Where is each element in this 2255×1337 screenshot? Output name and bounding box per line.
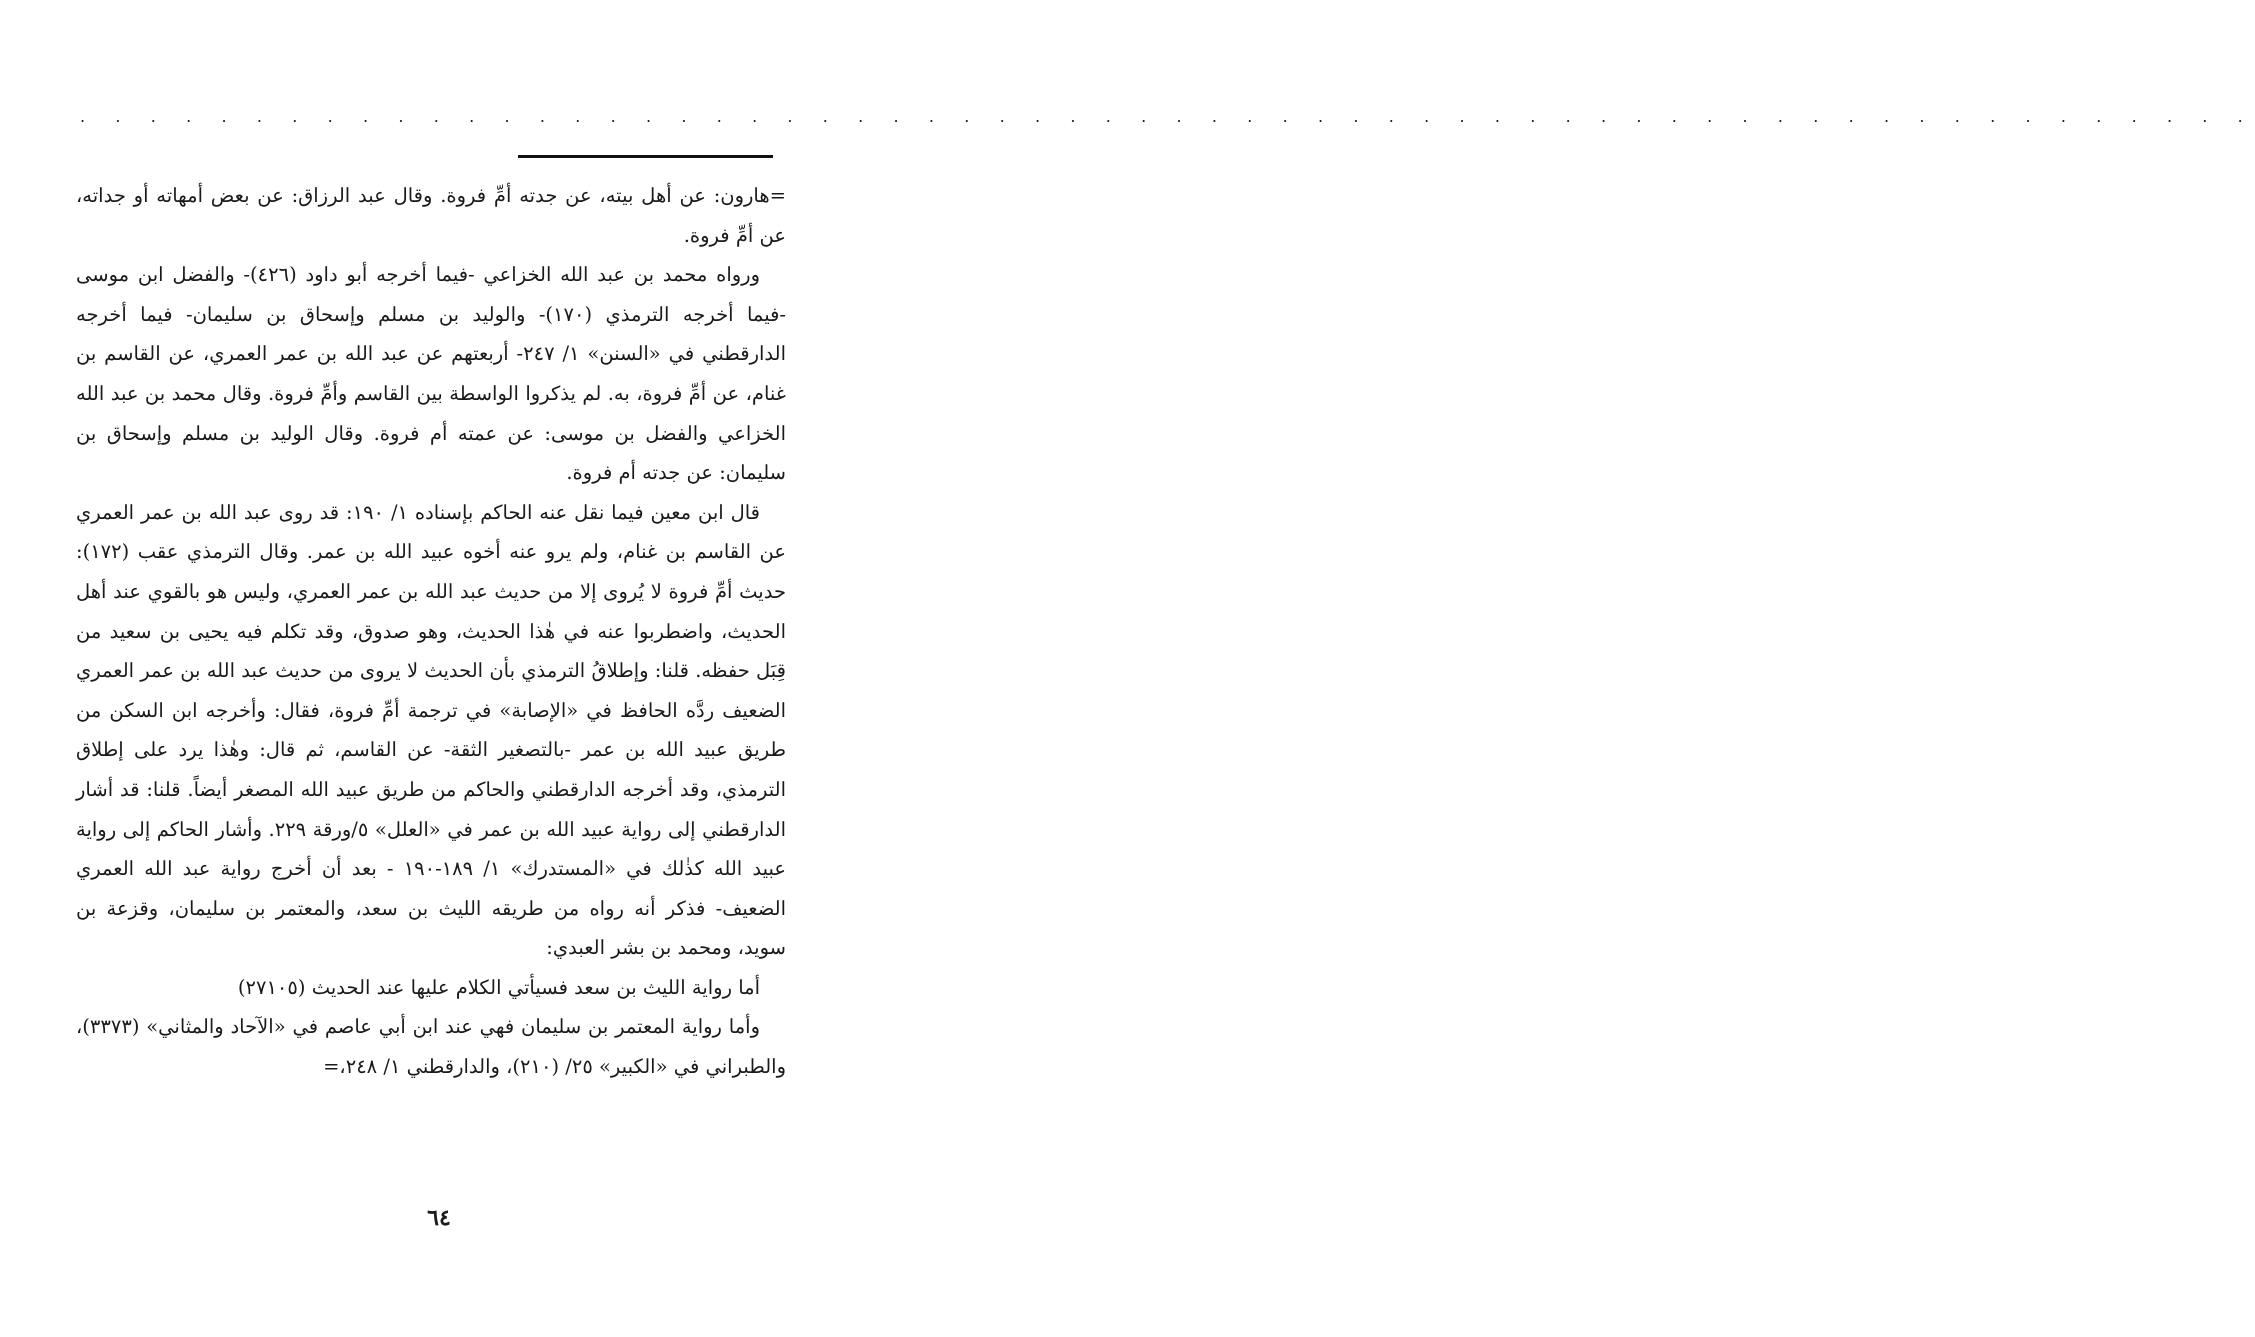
page-number: ٦٤ — [427, 1205, 451, 1231]
footnote-separator-dots: . . . . . . . . . . . . . . . . . . . . . . . . . . . . . . . . . . . . . . . . . . . . . . . . . . . . . . . . . . . . . . — [80, 107, 2255, 126]
paragraph: ورواه محمد بن عبد الله الخزاعي -فيما أخرجه أبو داود (٤٢٦)- والفضل ابن موسى -فيما أخرجه الترمذي (١٧٠)- والوليد بن مسلم وإسحاق بن سليمان- فيما أخرجه الدارقطني في «السنن» ١/ ٢٤٧- أربعتهم عن عبد الله بن عمر العمري، عن القاسم بن غنام، عن أمِّ فروة، به. لم يذكروا الواسطة بين القاسم وأمِّ فروة. وقال محمد بن عبد الله الخزاعي والفضل بن موسى: عن عمته أم فروة. وقال الوليد بن مسلم وإسحاق بن سليمان: عن جدته أم فروة. — [76, 263, 786, 485]
paragraph: أما رواية الليث بن سعد فسيأتي الكلام عليها عند الحديث (٢٧١٠٥) — [237, 975, 760, 999]
footnote-text — [76, 176, 786, 1087]
paragraph: =هارون: عن أهل بيته، عن جدته أمِّ فروة. وقال عبد الرزاق: عن بعض أمهاته أو جداته، عن أمِّ فروة. — [76, 184, 786, 247]
paragraph: قال ابن معين فيما نقل عنه الحاكم بإسناده ١/ ١٩٠: قد روى عبد الله بن عمر العمري عن القاسم بن غنام، ولم يرو عنه أخوه عبيد الله بن عمر. وقال الترمذي عقب (١٧٢): حديث أمِّ فروة لا يُروى إلا من حديث عبد الله بن عمر العمري، وليس هو بالقوي عند أهل الحديث، واضطربوا عنه في هٰذا الحديث، وهو صدوق، وقد تكلم فيه يحيى بن سعيد من قِبَل حفظه. قلنا: وإطلاقُ الترمذي بأن الحديث لا يروى من حديث عبد الله بن عمر العمري الضعيف ردَّه الحافظ في «الإصابة» في ترجمة أمِّ فروة، فقال: وأخرجه ابن السكن من طريق عبيد الله بن عمر -بالتصغير الثقة- عن القاسم، ثم قال: وهٰذا يرد على إطلاق الترمذي، وقد أخرجه الدارقطني والحاكم من طريق عبيد الله المصغر أيضاً. قلنا: قد أشار الدارقطني إلى رواية عبيد الله بن عمر في «العلل» ٥/ورقة ٢٢٩. وأشار الحاكم إلى رواية عبيد الله كذٰلك في «المستدرك» ١/ ١٨٩-١٩٠ - بعد أن أخرج رواية عبد الله العمري الضعيف- فذكر أنه رواه من طريقه الليث بن سعد، والمعتمر بن سليمان، وقزعة بن سويد، ومحمد بن بشر العبدي: — [76, 500, 786, 960]
paragraph: وأما رواية المعتمر بن سليمان فهي عند ابن أبي عاصم في «الآحاد والمثاني» (٣٣٧٣)، والطبراني في «الكبير» ٢٥/ (٢١٠)، والدارقطني ١/ ٢٤٨،= — [76, 1015, 786, 1079]
footnote-rule — [518, 155, 773, 158]
